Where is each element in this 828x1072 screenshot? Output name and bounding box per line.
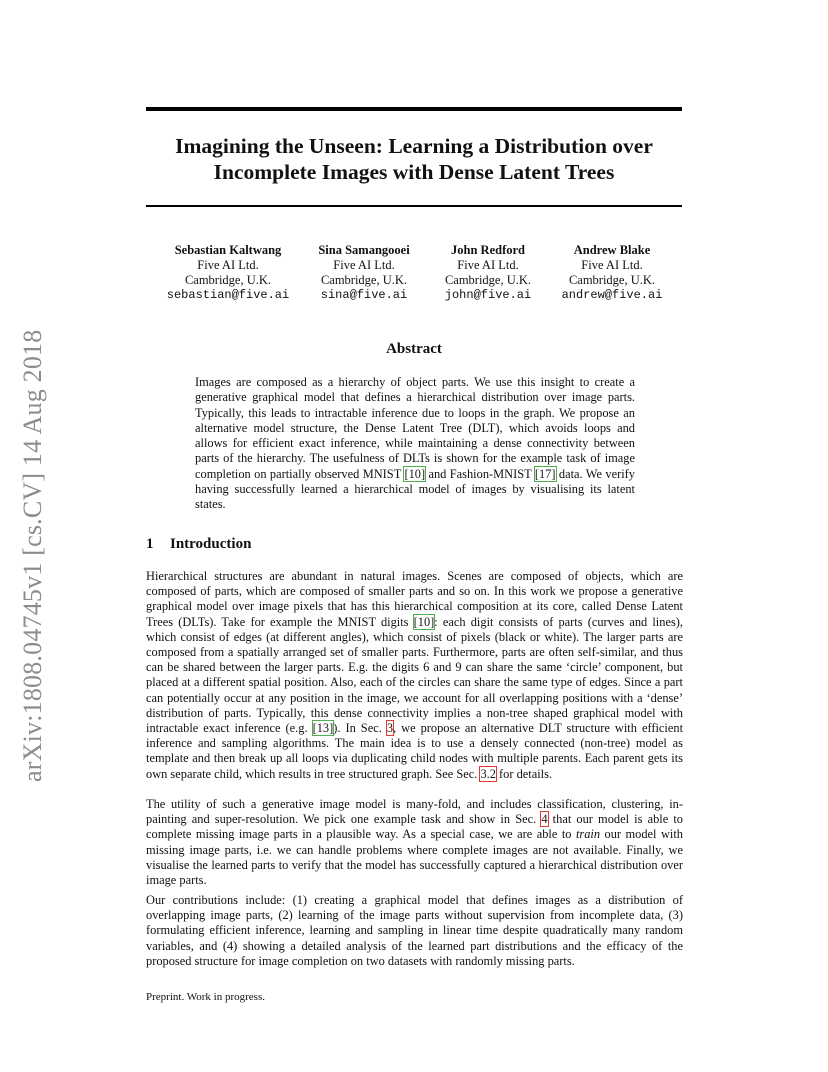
author-block [160,243,296,303]
author-email[interactable]: john@five.ai [444,288,532,302]
arxiv-side-stamp[interactable]: arXiv:1808.04745v1 [cs.CV] 14 Aug 2018 [18,329,47,782]
paragraph-text: ). In Sec. [333,721,387,736]
author-affiliation: Five AI Ltd. [581,258,643,272]
section-ref-link[interactable]: 3 [386,721,394,736]
author-email[interactable]: andrew@five.ai [561,288,663,302]
author-block [558,243,666,303]
section-heading [146,536,251,553]
author-name: John Redford [451,243,525,257]
citation-link[interactable]: [10] [413,614,435,629]
author-location: Cambridge, U.K. [320,273,408,287]
citation-link[interactable]: [17] [534,466,556,481]
title-bottom-rule [146,205,682,207]
citation-link[interactable]: [10] [404,466,426,481]
intro-paragraph-1 [146,569,683,782]
author-email[interactable]: sina@five.ai [320,288,408,302]
abstract-text-part: Images are composed as a hierarchy of object parts. We use this insight to create a generative graphical model that defines a hierarchical distribution over image parts. Typically, this leads to intractable inference due to loops in the graph. We propose an alternative model structure, the Dense Latent Tree (DLT), which avoids loops and allows for efficient exact inference, while maintaining a dense connectivity between parts of the hierarchy. The usefulness of DLTs is shown for the example task of image completion on partially observed MNIST [195,375,635,481]
abstract-text-part: data. We verify having successfully learned a hierarchical model of images by visualising its latent states. [195,466,635,512]
emphasis-text: train [575,827,601,842]
author-affiliation: Five AI Ltd. [333,258,395,272]
abstract-text [195,375,635,513]
section-ref-link[interactable]: 4 [541,812,548,827]
title-top-rule [146,107,682,111]
paper-title [146,133,682,185]
author-block [436,243,540,303]
preprint-footnote: Preprint. Work in progress. [146,991,265,1003]
section-title: Introduction [170,536,252,552]
author-email[interactable]: sebastian@five.ai [166,288,290,302]
paragraph-text: that our model is able to complete missing image parts in a plausible way. As a special case, we are able to [146,812,683,842]
author-name: Andrew Blake [573,243,651,257]
abstract-heading: Abstract [386,341,442,357]
author-location: Cambridge, U.K. [568,273,656,287]
section-number: 1 [146,536,154,552]
paragraph-text: our model with missing image parts, i.e. we can handle problems where complete images are not available. Finally, we visualise the learned parts to verify that the model has successfully captured a hierarchical distribution over image parts. [146,827,683,888]
author-name: Sina Samangooei [318,243,410,257]
title-line-2: Incomplete Images with Dense Latent Trees [213,160,615,184]
intro-paragraph-2 [146,797,683,888]
author-affiliation: Five AI Ltd. [197,258,259,272]
paragraph-text: Hierarchical structures are abundant in natural images. Scenes are composed of objects, which are composed of parts, which are composed of smaller parts and so on. In this work we propose a generative graphical model over image pixels that has this hierarchical composition at its core, called Dense Latent Trees (DLTs). Take for example the MNIST digits [146,569,683,629]
author-name: Sebastian Kaltwang [174,243,282,257]
abstract-text-part: and Fashion-MNIST [425,466,535,481]
author-location: Cambridge, U.K. [184,273,272,287]
title-line-1: Imagining the Unseen: Learning a Distribution over [175,134,653,158]
paragraph-text: : each digit consists of parts (curves and lines), which consist of edges (at different angles), which consist of pixels (black or white). The larger parts are composed from a spatially arranged set of smaller parts. Furthermore, parts are often self-similar, and thus can be shared between the larger parts. E.g. the digits 6 and 9 can share the same ‘circle’ component, but placed at a different spatial position. Also, each of the circles can share the same type of edges. Since a part can potentially occur at any position in the image, we account for all overlapping positions with a ‘dense’ distribution of parts. Typically, this dense connectivity implies a non-tree shaped graphical model with intractable exact inference (e.g. [146,614,683,736]
paragraph-text: for details. [495,766,553,781]
section-ref-link[interactable]: 3.2 [480,766,496,781]
author-location: Cambridge, U.K. [444,273,532,287]
paragraph-text: , we propose an alternative DLT structure with efficient inference and sampling algorithms. The main idea is to use a densely connected (non-tree) model as template and then break up all loops via duplicating child nodes with multiple parents. Each parent gets its own separate child, which results in tree structured graph. See Sec. [146,721,684,781]
citation-link[interactable]: [13] [312,721,334,736]
paragraph-text: The utility of such a generative image model is many-fold, and includes classification, clustering, in-painting and super-resolution. We pick one example task and show in Sec. [146,797,683,827]
intro-paragraph-3: Our contributions include: (1) creating a graphical model that defines images as a distribution of overlapping image parts, (2) learning of the image parts without supervision from incomplete data, (3) formulating efficient inference, learning and sampling in linear time despite quadratically many random variables, and (4) showing a detailed analysis of the learned part distributions and the efficacy of the proposed structure for image completion on two datasets with randomly missing parts. [146,893,683,968]
author-affiliation: Five AI Ltd. [457,258,519,272]
author-block [308,243,420,303]
